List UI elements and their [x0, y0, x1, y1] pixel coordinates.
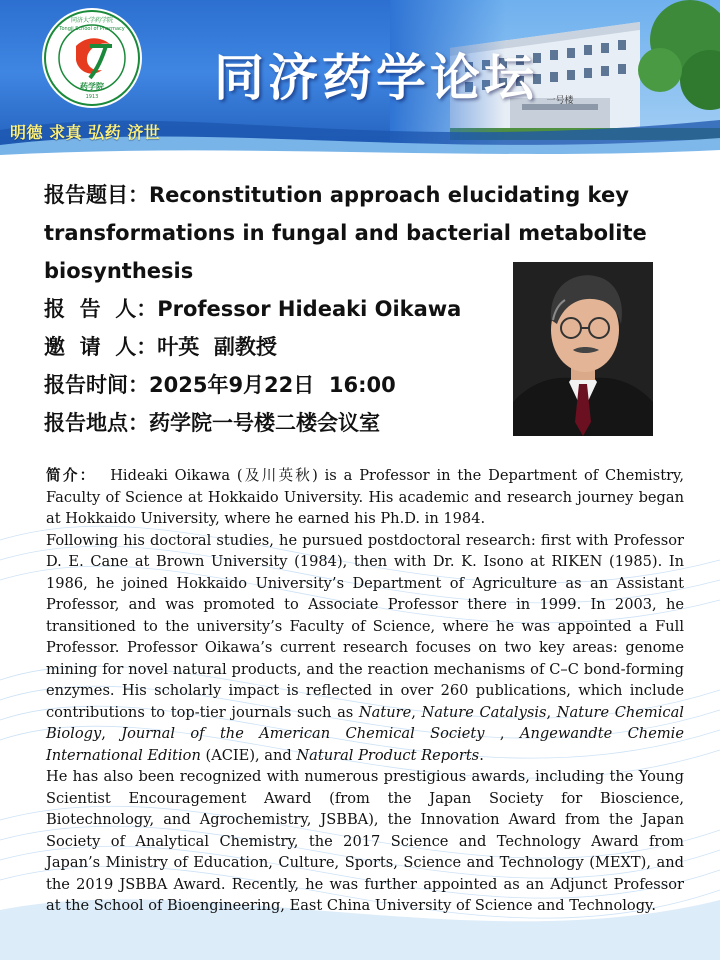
topic-line-1: Reconstitution approach elucidating key: [149, 183, 629, 207]
talk-time: [44, 366, 514, 404]
talk-place: [44, 404, 514, 442]
topic-label: 报告题目：: [44, 183, 149, 207]
place-label: 报告地点：: [44, 411, 149, 435]
topic-line-3: biosynthesis: [44, 259, 194, 283]
bio-paragraph-3: [46, 766, 684, 917]
logo-text-en: Tongji School of Pharmacy: [59, 26, 125, 32]
bio-p1: Hideaki Oikawa (及川英秋) is a Professor in the Department of Chemistry, Faculty of Science at Hokkaido University. His academic and research journey began at Hokkaido University, where he earned his Ph.D. in 1984.: [46, 467, 684, 527]
bio-paragraph-2: Following his doctoral studies, he pursued postdoctoral research: first with Professor D. E. Cane at Brown University (1984), then with Dr. K. Isono at RIKEN (1985). In 1986, he joined Hokkaido University’s Department of Agriculture as an Assistant Professor, and was promoted to Associate Professor there in 1999. In 2003, he transitioned to the university’s Faculty of Science, where he was appointed a Full Professor. Professor Oikawa’s current research focuses on two key areas: genome mining for novel natural products, and the reaction mechanisms of C–C bond-forming enzymes. His scholarly impact is reflected in over 260 publications, which include contributions to top-tier journals such as Nature, Nature Catalysis, Nature Chemical Biology, Journal of the American Chemical Society , Angewandte Chemie International Edition (ACIE), and Natural Product Reports.: [46, 531, 684, 764]
talk-speaker: [44, 290, 514, 328]
host-label: 邀 请 人：: [44, 335, 158, 359]
logo-chars: 药学院: [80, 82, 104, 91]
bio-label: 简介：: [46, 467, 97, 484]
bio-p2: Following his doctoral studies, he pursued postdoctoral research: first with Professor D. E. Cane at Brown University (1984), then with Dr. K. Isono at RIKEN (1985). In 1986, he joined Hokkaido University’s Department of Agriculture as an Assistant Professor, and was promoted to Associate Professor there in 1999. In 2003, he transitioned to the university’s Faculty of Science, where he was appointed a Full Professor. Professor Oikawa’s current research focuses on two key areas: genome mining for novel natural products, and the reaction mechanisms of C–C bond-forming enzymes. His scholarly impact is reflected in over 260 publications, which include contributions to top-tier journals such as: [46, 531, 684, 721]
journal-nature-catalysis: Nature Catalysis: [421, 703, 547, 721]
speaker-name: Professor Hideaki Oikawa: [157, 297, 462, 321]
topic-line-2: transformations in fungal and bacterial metabolite: [44, 221, 647, 245]
bio-paragraph-1: [46, 465, 684, 530]
school-motto: 明德 求真 弘药 济世: [10, 123, 161, 142]
speaker-bio: [46, 465, 684, 917]
header-banner: [0, 0, 720, 160]
speaker-photo: [513, 262, 653, 436]
journal-nature-chem-bio: Nature Chemical Biology: [46, 703, 684, 742]
journal-angewandte: Angewandte Chemie International Edition: [46, 725, 684, 764]
forum-title: 同济药学论坛: [214, 49, 538, 107]
talk-host: [44, 328, 514, 366]
journal-npr: Natural Product Reports: [296, 746, 480, 764]
bio-p3: He has also been recognized with numerous prestigious awards, including the Young Scientist Encouragement Award (from the Japan Society for Bioscience, Biotechnology, and Agrochemistry, JSBBA), the Innovation Award from the Japan Society of Analytical Chemistry, the 2017 Science and Technology Award from Japan’s Ministry of Education, Culture, Sports, Science and Technology (MEXT), and the 2019 JSBBA Award. Recently, he was further appointed as an Adjunct Professor at the School of Bioengineering, East China University of Science and Technology.: [46, 768, 684, 914]
host-name: 叶英 副教授: [157, 335, 277, 359]
logo-year: 1913: [85, 94, 99, 100]
school-logo: [40, 6, 144, 110]
logo-text-top: 同济大学药学院: [70, 17, 114, 24]
place-value: 药学院一号楼二楼会议室: [149, 411, 380, 435]
journal-nature: Nature: [358, 703, 412, 721]
time-label: 报告时间：: [44, 373, 149, 397]
journal-jacs: Journal of the American Chemical Society: [121, 725, 485, 742]
acie-text: (ACIE), and: [205, 746, 292, 764]
speaker-label: 报 告 人：: [44, 297, 158, 321]
time-value: 2025年9月22日 16:00: [149, 373, 396, 397]
